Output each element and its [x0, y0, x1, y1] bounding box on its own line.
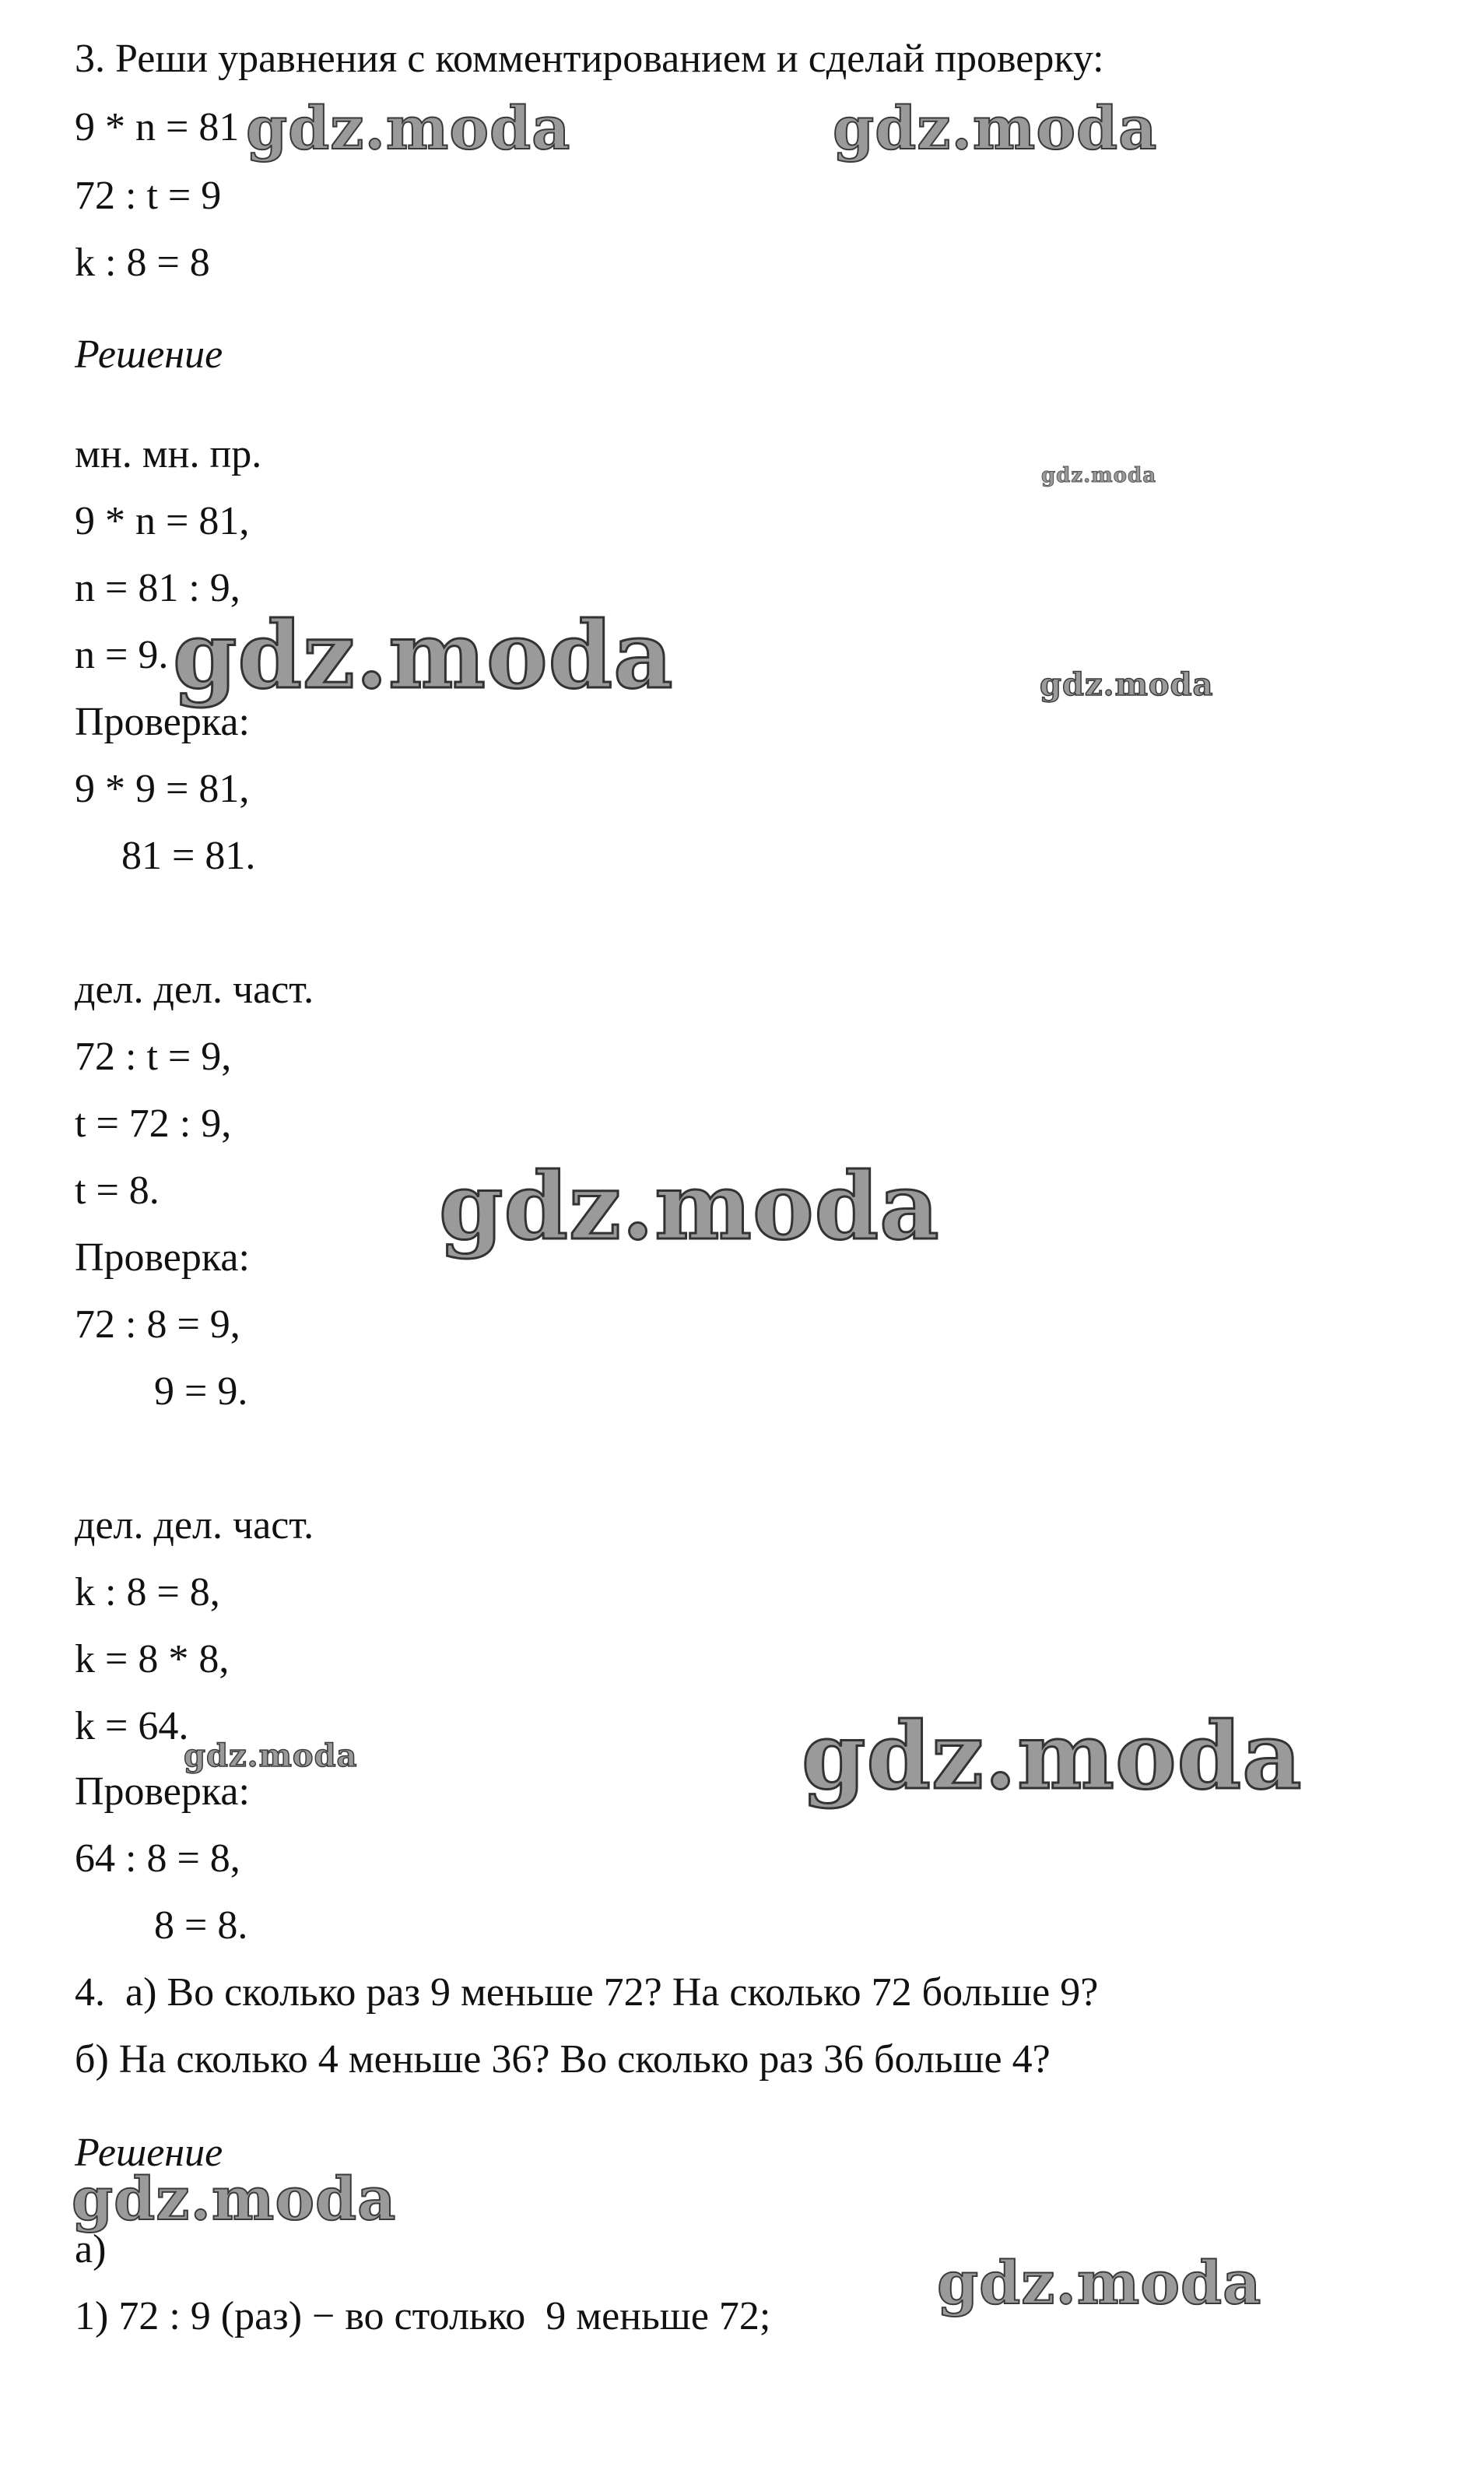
part3-line-3: k = 64.	[75, 1704, 189, 1748]
part2-line-2: t = 72 : 9,	[75, 1101, 232, 1146]
part2-line-3: t = 8.	[75, 1168, 160, 1213]
part1-comment: мн. мн. пр.	[75, 432, 262, 476]
part3-check-label: Проверка:	[75, 1769, 250, 1814]
task4-line-b: б) На сколько 4 меньше 36? Во сколько раз 36 больше 4?	[75, 2037, 1051, 2082]
watermark: gdz.moda	[246, 93, 571, 163]
part3-line-2: k = 8 * 8,	[75, 1637, 230, 1681]
part2-check-label: Проверка:	[75, 1235, 250, 1280]
part1-line-3: n = 9.	[75, 633, 169, 677]
part2-line-1: 72 : t = 9,	[75, 1035, 232, 1079]
part3-check-line-2: 8 = 8.	[154, 1903, 248, 1948]
watermark: gdz.moda	[72, 2164, 397, 2233]
task3-solution-label: Решение	[75, 332, 223, 377]
watermark: gdz.moda	[439, 1152, 940, 1260]
watermark: gdz.moda	[802, 1702, 1303, 1810]
watermark: gdz.moda	[937, 2248, 1262, 2317]
task3-title: 3. Реши уравнения с комментированием и сделай проверку:	[75, 37, 1104, 81]
task4-step-1: 1) 72 : 9 (раз) − во столько 9 меньше 72;	[75, 2294, 771, 2338]
part1-check-line-1: 9 * 9 = 81,	[75, 767, 250, 811]
task3-equation-1: 9 * n = 81	[75, 105, 240, 149]
watermark: gdz.moda	[1040, 666, 1214, 703]
task4-sub-a: а)	[75, 2227, 107, 2271]
task3-equation-3: k : 8 = 8	[75, 241, 210, 285]
part1-check-label: Проверка:	[75, 700, 250, 744]
part3-comment: дел. дел. част.	[75, 1503, 314, 1548]
watermark: gdz.moda	[173, 601, 674, 709]
part1-line-2: n = 81 : 9,	[75, 566, 240, 610]
part3-line-1: k : 8 = 8,	[75, 1570, 220, 1614]
part1-check-line-2: 81 = 81.	[121, 834, 256, 878]
task3-equation-2: 72 : t = 9	[75, 174, 222, 218]
task4-line-a: 4. а) Во сколько раз 9 меньше 72? На сколько 72 больше 9?	[75, 1970, 1099, 2015]
watermark: gdz.moda	[184, 1737, 358, 1774]
task4-solution-label: Решение	[75, 2131, 223, 2175]
part1-line-1: 9 * n = 81,	[75, 499, 250, 543]
part2-check-line-2: 9 = 9.	[154, 1369, 248, 1414]
watermark: gdz.moda	[833, 93, 1158, 163]
part2-check-line-1: 72 : 8 = 9,	[75, 1302, 240, 1347]
watermark: gdz.moda	[1041, 464, 1157, 487]
part2-comment: дел. дел. част.	[75, 968, 314, 1012]
part3-check-line-1: 64 : 8 = 8,	[75, 1836, 240, 1881]
